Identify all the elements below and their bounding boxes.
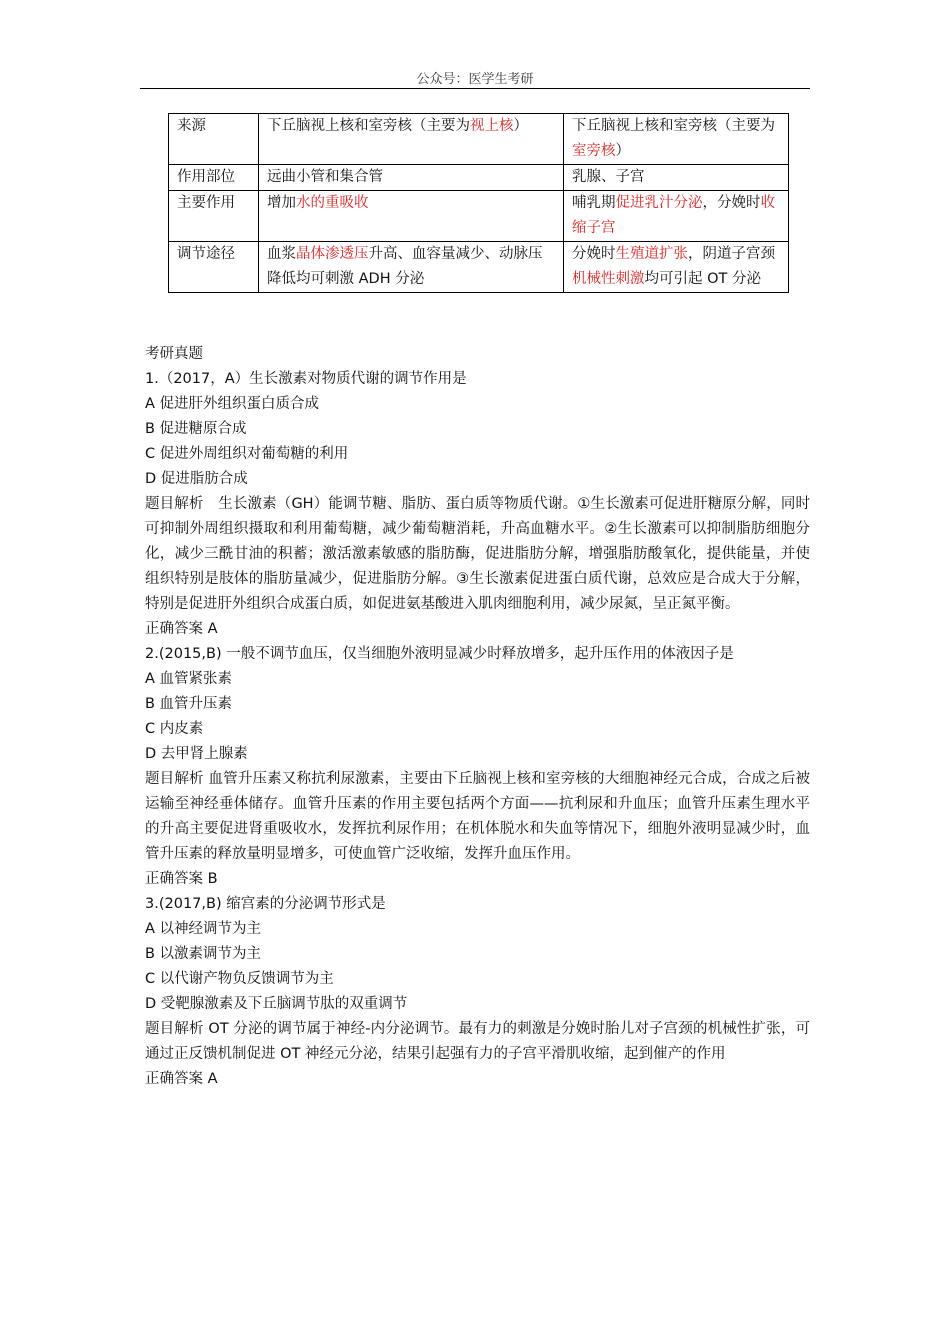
question-stem: 3.(2017,B) 缩宫素的分泌调节形式是 [145,896,386,912]
hormone-comparison-table [168,113,789,293]
page-header: 公众号：医学生考研 [416,72,534,87]
answer: 正确答案 B [145,871,218,887]
option: B 血管升压素 [145,696,233,712]
adh-cell: 血浆晶体渗透压升高、血容量减少、动脉压降低均可刺激 ADH 分泌 [259,242,564,293]
answer: 正确答案 A [145,621,218,637]
table-row [169,114,789,165]
ot-cell: 分娩时生殖道扩张，阴道子宫颈机械性刺激均可引起 OT 分泌 [564,242,789,293]
option: D 去甲肾上腺素 [145,746,248,762]
option: C 以代谢产物负反馈调节为主 [145,971,334,987]
section-title: 考研真题 [145,346,203,362]
row-label: 主要作用 [169,191,259,242]
ot-cell: 乳腺、子宫 [564,165,789,191]
ot-cell: 哺乳期促进乳汁分泌，分娩时收缩子宫 [564,191,789,242]
answer: 正确答案 A [145,1071,218,1087]
option: B 以激素调节为主 [145,946,262,962]
analysis: 题目解析 血管升压素又称抗利尿激素，主要由下丘脑视上核和室旁核的大细胞神经元合成，合成之后被运输至神经垂体储存。血管升压素的作用主要包括两个方面——抗利尿和升血压；血管升压素生理水平的升高主要促进肾重吸收水，发挥抗利尿作用；在机体脱水和失血等情况下，细胞外液明显减少时，血管升压素的释放量明显增多，可使血管广泛收缩，发挥升血压作用。 [145,771,810,862]
row-label: 来源 [169,114,259,165]
option: A 血管紧张素 [145,671,233,687]
question-stem: 2.(2015,B) 一般不调节血压，仅当细胞外液明显减少时释放增多，起升压作用的体液因子是 [145,646,734,662]
row-label: 调节途径 [169,242,259,293]
option: C 促进外周组织对葡萄糖的利用 [145,446,349,462]
option: D 促进脂肪合成 [145,471,248,487]
option: A 促进肝外组织蛋白质合成 [145,396,320,412]
option: B 促进糖原合成 [145,421,247,437]
row-label: 作用部位 [169,165,259,191]
table-row [169,191,789,242]
option: A 以神经调节为主 [145,921,262,937]
option: D 受靶腺激素及下丘脑调节肽的双重调节 [145,996,408,1012]
table-row [169,165,789,191]
analysis: 题目解析 生长激素（GH）能调节糖、脂肪、蛋白质等物质代谢。①生长激素可促进肝糖原分解，同时可抑制外周组织摄取和利用葡萄糖，减少葡萄糖消耗，升高血糖水平。②生长激素可以抑制脂肪细胞分化，减少三酰甘油的积蓄；激活激素敏感的脂肪酶，促进脂肪分解，增强脂肪酸氧化，提供能量，并使组织特别是肢体的脂肪量减少，促进脂肪分解。③生长激素促进蛋白质代谢，总效应是合成大于分解，特别是促进肝外组织合成蛋白质，如促进氨基酸进入肌肉细胞利用，减少尿氮，呈正氮平衡。 [145,496,810,612]
adh-cell: 下丘脑视上核和室旁核（主要为视上核） [259,114,564,165]
question-stem: 1.（2017，A）生长激素对物质代谢的调节作用是 [145,371,467,387]
table-row [169,242,789,293]
adh-cell: 远曲小管和集合管 [259,165,564,191]
ot-cell: 下丘脑视上核和室旁核（主要为室旁核） [564,114,789,165]
exam-questions [145,342,810,1092]
analysis: 题目解析 OT 分泌的调节属于神经-内分泌调节。最有力的刺激是分娩时胎儿对子宫颈的机械性扩张，可通过正反馈机制促进 OT 神经元分泌，结果引起强有力的子宫平滑肌收缩，起到催产的作用 [145,1021,810,1062]
option: C 内皮素 [145,721,204,737]
header-rule [140,88,810,89]
adh-cell: 增加水的重吸收 [259,191,564,242]
